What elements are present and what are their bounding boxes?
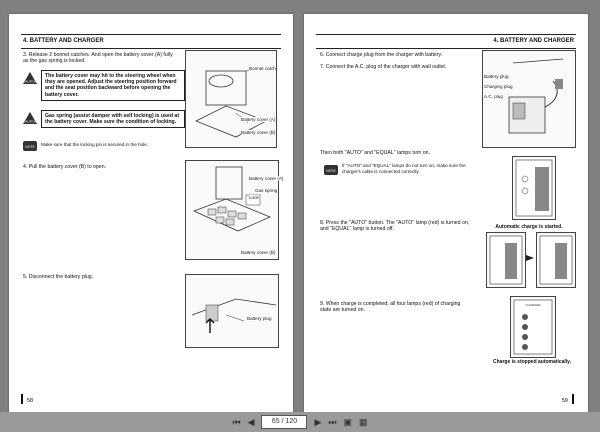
fig2-label: Gas spring [255,188,278,193]
stop-charge-caption: Charge is stopped automatically. [493,359,571,365]
fig1-label: Battery cover (A) [241,117,276,122]
fig4-label: Battery plug [484,74,509,79]
figure-charger-panel [512,156,556,220]
thumbnail-icon[interactable]: ▦ [359,417,368,427]
figure-battery-compartment [185,160,279,260]
step-8-text: 8. Press the "AUTO" button. The "AUTO" lamp (red) is turned on, and "EQUAL" lamp is turned off. [320,220,470,233]
fig4-label: A.C. plug [484,94,503,99]
fig4-label: Charging plug [484,84,513,89]
step-3-text: 3. Release 2 bonnet catches. And open the battery cover (A) fully as the gas spring is locked. [23,52,173,65]
note-icon [23,140,37,152]
viewer-toolbar [0,412,600,432]
caution-icon [23,72,37,84]
fig1-label: Bonnet catch [249,66,276,71]
caution-box-steering: The battery cover may hit to the steering wheel when they are opened. Adjust the steering position forward and the seat position backward before opening the battery cover. [41,70,185,101]
caution-box-gas-spring: Gas spring (assist damper with self locking) is used at the battery cover. Make sure the condition of locking. [41,110,185,128]
step-5-text: 5. Disconnect the battery plug. [23,274,94,280]
svg-text:NOTE: NOTE [25,145,35,149]
svg-text:NOTE: NOTE [326,169,336,173]
left-page [9,14,293,412]
page-number-field[interactable] [261,415,307,429]
page-number: 59 [561,398,568,404]
first-page-icon[interactable]: ⏮ [232,417,241,427]
step-9-text: 9. When charge is completed, all four lamps (red) of charging state are turned on. [320,301,461,314]
caution-icon [23,112,37,124]
note-locking-pin: Make sure that the locking pin is secured in the hole. [41,142,148,147]
svg-text:CAUTION: CAUTION [23,119,37,124]
right-page [304,14,588,412]
step-7-text: 7. Connect the A.C. plug of the charger with wall outlet. [320,64,447,70]
figure-panel-after [536,232,576,288]
total-pages-value: 120 [285,418,298,425]
fig2-label: Battery cover (B) [241,250,276,255]
arrow-right-icon [526,254,534,262]
lamps-on-text: Then both "AUTO" and "EQUAL" lamps turn on. [320,150,430,156]
previous-page-icon[interactable]: ◀ [247,417,255,427]
page-mark [21,394,23,404]
note-auto-equal: If "AUTO" and "EQUAL" lamps do not turn on, make sure the charger's cable is connected correctly. [342,163,466,174]
svg-text:CHARGER: CHARGER [525,303,541,307]
section-header: 4. BATTERY AND CHARGER [21,34,281,49]
fig1-label: Battery cover (B) [241,130,276,135]
fig2-label: Battery cover (A) [249,176,284,181]
page-separator: / [281,418,284,425]
fig3-label: Battery plug [247,316,272,321]
last-page-icon[interactable]: ⏭ [328,417,337,427]
page-number: 58 [27,398,34,404]
fig2-label: Lock [249,195,259,200]
figure-panel-complete [510,296,556,358]
page-mark [572,394,574,404]
figure-battery-plug [185,274,279,348]
note-icon [324,164,338,176]
fit-page-icon[interactable]: ▣ [343,417,353,427]
figure-charger-connection [482,50,576,148]
svg-text:CAUTION: CAUTION [23,79,37,84]
step-4-text: 4. Pull the battery cover (B) to open. [23,164,107,170]
step-6-text: 6. Connect charge plug from the charger with battery. [320,52,443,58]
auto-charge-caption: Automatic charge is started. [495,224,563,230]
figure-panel-before [486,232,526,288]
next-page-icon[interactable]: ▶ [314,417,322,427]
current-page-value: 65 [271,418,280,425]
section-header: 4. BATTERY AND CHARGER [316,34,576,49]
